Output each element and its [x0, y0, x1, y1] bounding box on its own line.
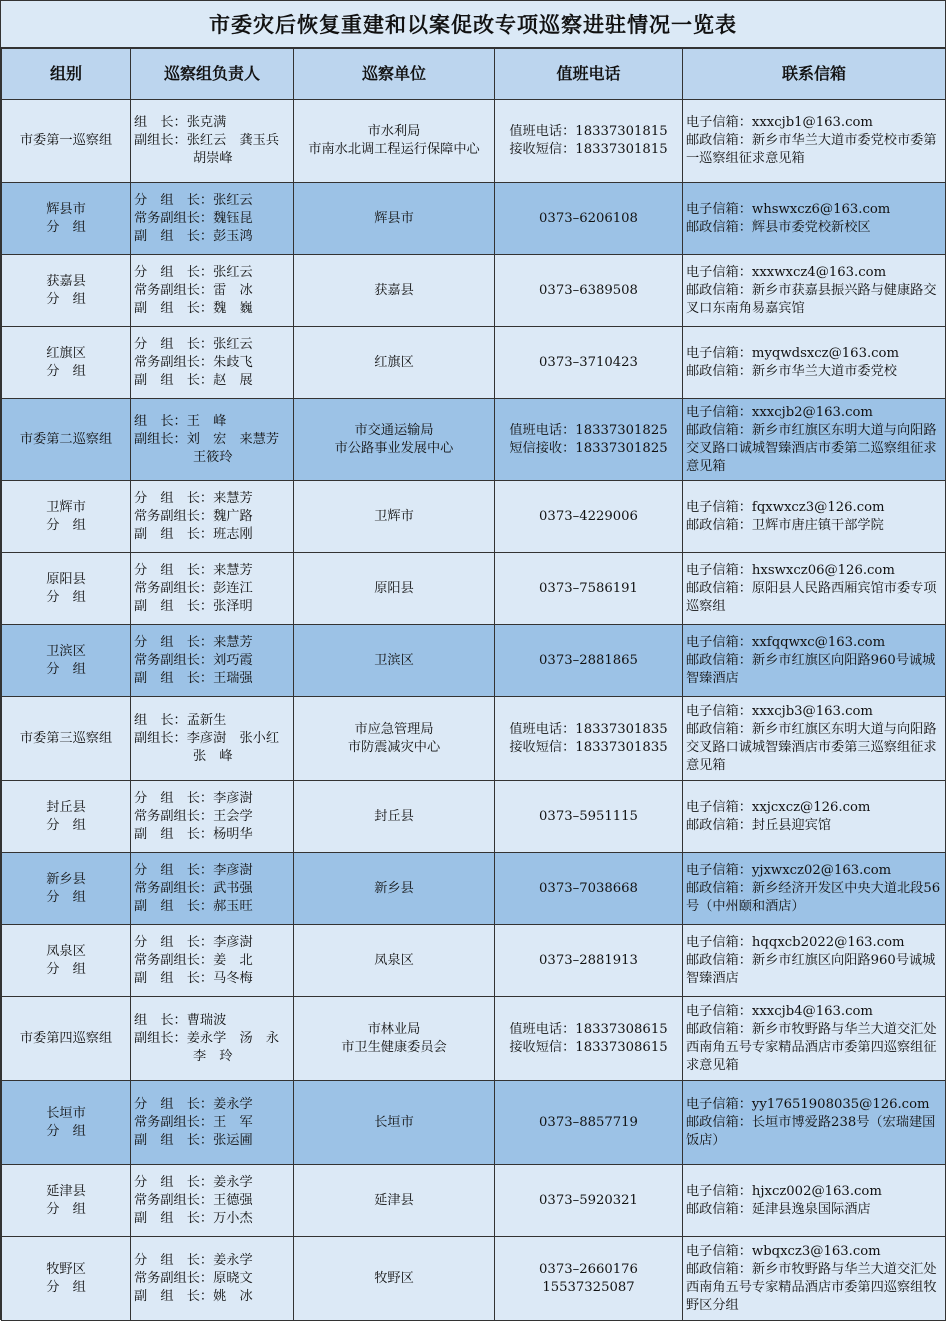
email-address: 电子信箱：xxxwxcz4@163.com [686, 264, 887, 280]
phone-line: 值班电话：18337308615 [509, 1021, 668, 1037]
group-label: 红旗区 [46, 345, 86, 361]
table-row [2, 853, 946, 925]
cell-leaders [131, 1237, 294, 1321]
leader-line: 组 长：张克满 [134, 115, 227, 130]
leader-line: 常务副组长：魏广路 [134, 508, 253, 524]
leader-line: 组 长：王 峰 [134, 413, 227, 429]
leader-line: 分 组 长：来慧芳 [134, 490, 253, 506]
leader-line: 组 长：孟新生 [134, 712, 227, 728]
email-address: 电子信箱：xxxcjb2@163.com [686, 404, 873, 420]
cell-phone [495, 553, 683, 625]
leader-line: 常务副组长：王德强 [134, 1192, 253, 1208]
unit-line: 原阳县 [374, 580, 414, 596]
leader-line: 副组长：姜永学 汤 永 [134, 1030, 280, 1046]
cell-leaders [131, 697, 294, 781]
cell-unit [294, 1081, 495, 1165]
group-label: 延津县 [46, 1183, 86, 1199]
group-label: 获嘉县 [46, 273, 86, 289]
postal-address: 邮政信箱：延津县逸泉国际酒店 [686, 1201, 871, 1217]
email-address: 电子信箱：myqwdsxcz@163.com [686, 345, 899, 361]
header-contact: 联系信箱 [683, 49, 946, 100]
cell-contact [683, 697, 946, 781]
unit-line: 市应急管理局 [354, 721, 434, 737]
cell-contact [683, 1081, 946, 1165]
cell-contact [683, 183, 946, 255]
unit-line: 获嘉县 [374, 282, 414, 298]
postal-address: 邮政信箱：卫辉市唐庄镇干部学院 [686, 517, 884, 533]
cell-phone [495, 925, 683, 997]
postal-address: 邮政信箱：新乡市红旗区向阳路960号诚城智臻酒店 [686, 652, 936, 686]
unit-line: 市公路事业发展中心 [334, 440, 454, 456]
group-label: 分 组 [46, 1201, 86, 1217]
leader-line: 副 组 长：班志刚 [134, 526, 253, 542]
leader-line: 分 组 长：李彦澍 [134, 790, 253, 806]
cell-contact [683, 553, 946, 625]
group-label: 市委第一巡察组 [19, 133, 113, 148]
header-leaders: 巡察组负责人 [131, 49, 294, 100]
unit-line: 牧野区 [374, 1270, 414, 1286]
cell-unit [294, 553, 495, 625]
unit-line: 市卫生健康委员会 [341, 1039, 447, 1055]
phone-line: 15537325087 [542, 1279, 635, 1295]
phone-line: 值班电话：18337301815 [509, 124, 668, 139]
leader-line: 分 组 长：姜永学 [134, 1096, 253, 1112]
cell-group [2, 625, 131, 697]
email-address: 电子信箱：xxjcxcz@126.com [686, 799, 871, 815]
phone-line: 值班电话：18337301835 [509, 721, 668, 737]
leader-line: 常务副组长：朱歧飞 [134, 354, 253, 370]
leader-line: 副 组 长：赵 展 [134, 372, 253, 388]
postal-address: 邮政信箱：长垣市博爱路238号（宏瑞建国饭店） [686, 1114, 936, 1148]
email-address: 电子信箱：yjxwxcz02@163.com [686, 862, 892, 878]
cell-unit [294, 781, 495, 853]
table-row [2, 481, 946, 553]
leader-line: 分 组 长：来慧芳 [134, 562, 253, 578]
group-label: 新乡县 [46, 871, 86, 887]
table-row [2, 997, 946, 1081]
cell-unit [294, 925, 495, 997]
group-label: 分 组 [46, 961, 86, 977]
phone-line: 0373–6389508 [539, 282, 638, 298]
cell-phone [495, 625, 683, 697]
leader-line: 副 组 长：魏 巍 [134, 300, 253, 316]
leader-line: 副 组 长：马冬梅 [134, 970, 253, 986]
cell-group [2, 997, 131, 1081]
unit-line: 市南水北调工程运行保障中心 [308, 142, 480, 157]
postal-address: 邮政信箱：新乡市获嘉县振兴路与健康路交叉口东南角易嘉宾馆 [686, 282, 937, 316]
group-label: 分 组 [46, 517, 86, 533]
unit-line: 封丘县 [374, 808, 414, 824]
cell-phone [495, 697, 683, 781]
leader-line: 副组长：张红云 龚玉兵 [134, 133, 280, 148]
leader-line: 李 玲 [193, 1048, 233, 1064]
cell-contact [683, 481, 946, 553]
cell-unit [294, 100, 495, 183]
leader-line: 分 组 长：张红云 [134, 264, 253, 280]
cell-phone [495, 1081, 683, 1165]
phone-line: 接收短信：18337301815 [509, 142, 668, 157]
leader-line: 常务副组长：雷 冰 [134, 282, 253, 298]
leader-line: 副 组 长：杨明华 [134, 826, 253, 842]
cell-contact [683, 625, 946, 697]
cell-group [2, 925, 131, 997]
cell-phone [495, 255, 683, 327]
postal-address: 邮政信箱：新乡市华兰大道市委党校 [686, 363, 897, 379]
email-address: 电子信箱：yy17651908035@126.com [686, 1096, 930, 1112]
cell-unit [294, 255, 495, 327]
cell-contact [683, 327, 946, 399]
phone-line: 0373–7038668 [539, 880, 638, 896]
leader-line: 副 组 长：彭玉鸿 [134, 228, 253, 244]
header-phone: 值班电话 [495, 49, 683, 100]
leader-line: 副 组 长：张泽明 [134, 598, 253, 614]
leader-line: 常务副组长：王会学 [134, 808, 253, 824]
phone-line: 短信接收：18337301825 [509, 440, 668, 456]
leader-line: 分 组 长：张红云 [134, 336, 253, 352]
leader-line: 分 组 长：张红云 [134, 192, 253, 208]
group-label: 分 组 [46, 1123, 86, 1139]
cell-group [2, 781, 131, 853]
cell-unit [294, 1237, 495, 1321]
email-address: 电子信箱：hxswxcz06@126.com [686, 562, 895, 578]
cell-leaders [131, 183, 294, 255]
unit-line: 卫辉市 [374, 508, 414, 524]
leader-line: 分 组 长：李彦澍 [134, 862, 253, 878]
table-body [2, 100, 946, 1321]
cell-unit [294, 327, 495, 399]
unit-line: 新乡县 [374, 880, 414, 896]
unit-line: 延津县 [374, 1192, 414, 1208]
table-row [2, 183, 946, 255]
cell-group [2, 1237, 131, 1321]
unit-line: 长垣市 [374, 1114, 414, 1130]
group-label: 卫滨区 [46, 643, 86, 659]
postal-address: 邮政信箱：新乡市红旗区向阳路960号诚城智臻酒店 [686, 952, 936, 986]
cell-leaders [131, 553, 294, 625]
phone-line: 0373–5920321 [539, 1192, 638, 1208]
leader-line: 副 组 长：姚 冰 [134, 1288, 253, 1304]
phone-line: 0373–2660176 [539, 1261, 638, 1277]
cell-contact [683, 1237, 946, 1321]
cell-group [2, 100, 131, 183]
leader-line: 常务副组长：彭连江 [134, 580, 253, 596]
cell-contact [683, 853, 946, 925]
group-label: 分 组 [46, 1279, 86, 1295]
leader-line: 胡崇峰 [193, 151, 233, 166]
header-row [2, 49, 946, 100]
group-label: 卫辉市 [46, 499, 86, 515]
page-title: 市委灾后恢复重建和以案促改专项巡察进驻情况一览表 [1, 1, 945, 48]
table-row [2, 697, 946, 781]
group-label: 凤泉区 [46, 943, 86, 959]
postal-address: 邮政信箱：新乡市牧野路与华兰大道交汇处西南角五号专家精品酒店市委第四巡察组牧野区分组 [686, 1261, 937, 1313]
cell-contact [683, 255, 946, 327]
cell-leaders [131, 997, 294, 1081]
table-row [2, 925, 946, 997]
table-row [2, 625, 946, 697]
leader-line: 常务副组长：原晓文 [134, 1270, 253, 1286]
leader-line: 常务副组长：魏钰昆 [134, 210, 253, 226]
cell-group [2, 183, 131, 255]
unit-line: 卫滨区 [374, 652, 414, 668]
cell-contact [683, 100, 946, 183]
cell-unit [294, 697, 495, 781]
group-label: 分 组 [46, 363, 86, 379]
group-label: 辉县市 [46, 201, 86, 217]
group-label: 分 组 [46, 291, 86, 307]
group-label: 封丘县 [46, 799, 86, 815]
postal-address: 邮政信箱：原阳县人民路西厢宾馆市委专项巡察组 [686, 580, 937, 614]
email-address: 电子信箱：whswxcz6@163.com [686, 201, 891, 217]
cell-leaders [131, 1081, 294, 1165]
postal-address: 邮政信箱：新乡市红旗区东明大道与向阳路交叉路口诚城智臻酒店市委第二巡察组征求意见箱 [686, 422, 937, 474]
cell-unit [294, 1165, 495, 1237]
leader-line: 常务副组长：武书强 [134, 880, 253, 896]
leader-line: 张 峰 [193, 748, 233, 764]
cell-phone [495, 1165, 683, 1237]
email-address: 电子信箱：xxxcjb4@163.com [686, 1003, 873, 1019]
cell-unit [294, 399, 495, 481]
header-unit: 巡察单位 [294, 49, 495, 100]
phone-line: 值班电话：18337301825 [509, 422, 668, 438]
cell-phone [495, 781, 683, 853]
leader-line: 王筱玲 [193, 449, 233, 465]
cell-group [2, 1165, 131, 1237]
phone-line: 接收短信：18337308615 [509, 1039, 668, 1055]
leader-line: 副 组 长：万小杰 [134, 1210, 253, 1226]
table-row [2, 327, 946, 399]
postal-address: 邮政信箱：封丘县迎宾馆 [686, 817, 832, 833]
email-address: 电子信箱：hjxcz002@163.com [686, 1183, 882, 1199]
cell-leaders [131, 255, 294, 327]
cell-phone [495, 1237, 683, 1321]
phone-line: 0373–7586191 [539, 580, 638, 596]
table-row [2, 100, 946, 183]
email-address: 电子信箱：wbqxcz3@163.com [686, 1243, 881, 1259]
group-label: 原阳县 [46, 571, 86, 587]
cell-leaders [131, 625, 294, 697]
group-label: 分 组 [46, 661, 86, 677]
cell-contact [683, 781, 946, 853]
group-label: 分 组 [46, 589, 86, 605]
cell-group [2, 481, 131, 553]
leader-line: 分 组 长：姜永学 [134, 1252, 253, 1268]
inspection-table [1, 48, 946, 1321]
unit-line: 红旗区 [374, 354, 414, 370]
cell-unit [294, 183, 495, 255]
email-address: 电子信箱：hqqxcb2022@163.com [686, 934, 905, 950]
phone-line: 接收短信：18337301835 [509, 739, 668, 755]
table-row [2, 1165, 946, 1237]
cell-leaders [131, 925, 294, 997]
group-label: 牧野区 [46, 1261, 86, 1277]
group-label: 市委第三巡察组 [19, 730, 113, 746]
leader-line: 组 长：曹瑞波 [134, 1012, 227, 1028]
phone-line: 0373–3710423 [539, 354, 638, 370]
cell-phone [495, 327, 683, 399]
phone-line: 0373–5951115 [539, 808, 638, 824]
cell-phone [495, 997, 683, 1081]
cell-group [2, 553, 131, 625]
cell-leaders [131, 327, 294, 399]
cell-unit [294, 625, 495, 697]
leader-line: 副组长：刘 宏 来慧芳 [134, 431, 280, 447]
cell-phone [495, 183, 683, 255]
group-label: 市委第二巡察组 [19, 431, 113, 447]
email-address: 电子信箱：xxxcjb1@163.com [686, 115, 873, 130]
postal-address: 邮政信箱：新乡市红旗区东明大道与向阳路交叉路口诚城智臻酒店市委第三巡察组征求意见箱 [686, 721, 937, 773]
postal-address: 邮政信箱：新乡经济开发区中央大道北段56号（中州颐和酒店） [686, 880, 941, 914]
leader-line: 常务副组长：王 军 [134, 1114, 253, 1130]
leader-line: 分 组 长：姜永学 [134, 1174, 253, 1190]
cell-phone [495, 399, 683, 481]
cell-leaders [131, 1165, 294, 1237]
group-label: 分 组 [46, 817, 86, 833]
cell-contact [683, 925, 946, 997]
cell-phone [495, 853, 683, 925]
group-label: 分 组 [46, 219, 86, 235]
leader-line: 副 组 长：王瑞强 [134, 670, 253, 686]
cell-leaders [131, 399, 294, 481]
cell-phone [495, 100, 683, 183]
leader-line: 常务副组长：刘巧霞 [134, 652, 253, 668]
unit-line: 市水利局 [367, 124, 421, 139]
cell-leaders [131, 100, 294, 183]
postal-address: 邮政信箱：新乡市牧野路与华兰大道交汇处西南角五号专家精品酒店市委第四巡察组征求意见箱 [686, 1021, 937, 1073]
unit-line: 凤泉区 [374, 952, 414, 968]
leader-line: 常务副组长：姜 北 [134, 952, 253, 968]
table-row [2, 1237, 946, 1321]
cell-phone [495, 481, 683, 553]
cell-unit [294, 997, 495, 1081]
phone-line: 0373–6206108 [539, 210, 638, 226]
table-row [2, 399, 946, 481]
postal-address: 邮政信箱：辉县市委党校新校区 [686, 219, 871, 235]
postal-address: 邮政信箱：新乡市华兰大道市委党校市委第一巡察组征求意见箱 [686, 133, 937, 166]
email-address: 电子信箱：xxfqqwxc@163.com [686, 634, 886, 650]
cell-contact [683, 1165, 946, 1237]
table-row [2, 781, 946, 853]
phone-line: 0373–8857719 [539, 1114, 638, 1130]
cell-contact [683, 399, 946, 481]
cell-leaders [131, 781, 294, 853]
cell-group [2, 399, 131, 481]
cell-group [2, 255, 131, 327]
email-address: 电子信箱：fqxwxcz3@126.com [686, 499, 885, 515]
header-group: 组别 [2, 49, 131, 100]
cell-unit [294, 481, 495, 553]
cell-group [2, 1081, 131, 1165]
table-row [2, 553, 946, 625]
unit-line: 辉县市 [374, 210, 414, 226]
table-row [2, 1081, 946, 1165]
leader-line: 副 组 长：张运圃 [134, 1132, 253, 1148]
group-label: 市委第四巡察组 [19, 1030, 113, 1046]
leader-line: 副 组 长：郝玉旺 [134, 898, 253, 914]
unit-line: 市林业局 [367, 1021, 421, 1037]
phone-line: 0373–4229006 [539, 508, 638, 524]
phone-line: 0373–2881865 [539, 652, 638, 668]
phone-line: 0373–2881913 [539, 952, 638, 968]
cell-group [2, 697, 131, 781]
leader-line: 副组长：李彦澍 张小红 [134, 730, 280, 746]
group-label: 长垣市 [46, 1105, 86, 1121]
leader-line: 分 组 长：李彦澍 [134, 934, 253, 950]
cell-leaders [131, 853, 294, 925]
leader-line: 分 组 长：来慧芳 [134, 634, 253, 650]
cell-unit [294, 853, 495, 925]
cell-contact [683, 997, 946, 1081]
unit-line: 市防震减灾中心 [347, 739, 441, 755]
email-address: 电子信箱：xxxcjb3@163.com [686, 703, 873, 719]
cell-leaders [131, 481, 294, 553]
cell-group [2, 853, 131, 925]
unit-line: 市交通运输局 [354, 422, 434, 438]
table-row [2, 255, 946, 327]
cell-group [2, 327, 131, 399]
group-label: 分 组 [46, 889, 86, 905]
